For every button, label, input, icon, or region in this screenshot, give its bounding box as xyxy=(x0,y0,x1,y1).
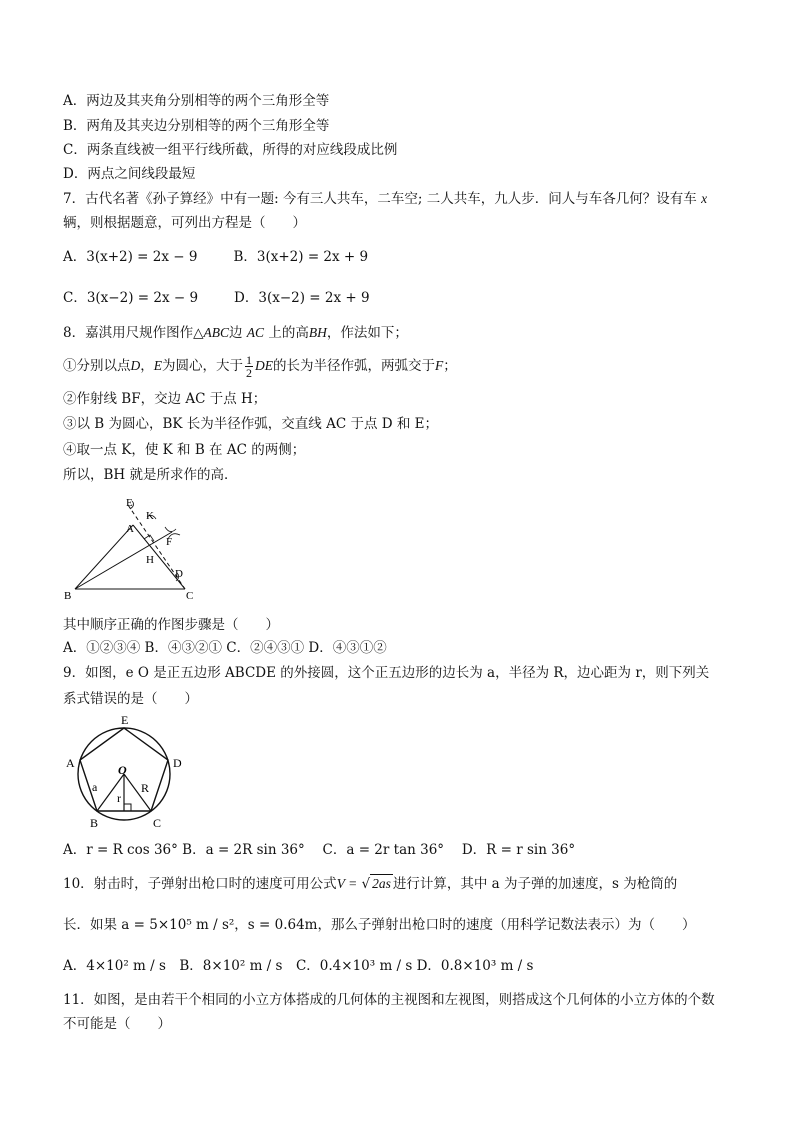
q8-step1-part: 为圆心，大于 xyxy=(162,358,243,374)
q8-step2: ②作射线 BF，交边 AC 于点 H； xyxy=(63,391,267,407)
q7-stem-text: 7．古代名著《孙子算经》中有一题: 今有三人共车，二车空; 二人共车，九人步．问人与车各几何？设有车 xyxy=(63,191,697,207)
label-o: O xyxy=(118,763,127,777)
q9-stem-line1: 9．如图，e O 是正五边形 ABCDE 的外接圆，这个正五边形的边长为 a，半径为 R，边心距为 r，则下列关 xyxy=(63,665,710,681)
q10-stem-line1: 10．射击时，子弹射出枪口时的速度可用公式V = √ 2as 进行计算，其中 a 为子弹的加速度，s 为枪筒的 xyxy=(63,876,678,892)
q8-step1-part: ①分别以点 xyxy=(63,358,131,374)
q7-options-row1 xyxy=(63,248,368,266)
q6-option-c: C．两条直线被一组平行线所截，所得的对应线段成比例 xyxy=(63,142,398,158)
q8-question: 其中顺序正确的作图步骤是（ ） xyxy=(63,617,279,633)
q8-stem-part: 上的高 xyxy=(268,325,309,341)
label-k: K xyxy=(146,510,154,522)
q8-step1 xyxy=(63,354,457,379)
line-ba xyxy=(75,525,133,589)
q8-half-den: 2 xyxy=(246,366,252,380)
q8-stem-part: 8．嘉淇用尺规作图作△ xyxy=(63,325,204,341)
right-angle-mark xyxy=(124,804,131,811)
q6-option-b: B．两角及其夹边分别相等的两个三角形全等 xyxy=(63,118,330,134)
label-f: F xyxy=(166,536,173,548)
label-e: E xyxy=(126,497,133,509)
q8-step1-f: F xyxy=(435,358,444,373)
q8-step3: ③以 B 为圆心，BK 长为半径作弧，交直线 AC 于点 D 和 E； xyxy=(63,416,439,432)
q10-stem-part: 10．射击时，子弹射出枪口时的速度可用公式 xyxy=(63,876,337,892)
q9-options: A．r = R cos 36° B．a = 2R sin 36° C．a = 2r tan 36° D．R = r sin 36° xyxy=(63,842,576,858)
q7-option-a: A．3(x+2) = 2x − 9 xyxy=(63,249,198,265)
label-b: B xyxy=(64,590,72,602)
label-e: E xyxy=(121,713,129,727)
q8-step1-d: D xyxy=(130,358,141,373)
label-c: C xyxy=(186,590,194,602)
q8-stem-part: ，作法如下； xyxy=(326,325,408,341)
label-a-side: a xyxy=(92,780,98,794)
q8-step1-part: 的长为半径作弧，两弧交于 xyxy=(273,358,435,374)
q7-option-d: D．3(x−2) = 2x + 9 xyxy=(234,290,370,306)
label-a: A xyxy=(66,756,75,770)
q10-formula-radicand: 2as xyxy=(372,876,391,891)
label-r-small: r xyxy=(117,791,121,805)
q7-stem-line2: 辆，则根据题意，可列出方程是（ ） xyxy=(63,215,306,231)
label-d: D xyxy=(175,568,183,580)
q10-stem-part: 进行计算，其中 a 为子弹的加速度，s 为枪筒的 xyxy=(392,876,678,892)
q8-step1-part: ， xyxy=(140,358,154,374)
q8-half-num: 1 xyxy=(246,353,252,367)
q7-variable: x xyxy=(701,191,708,206)
q7-option-c: C．3(x−2) = 2x − 9 xyxy=(63,290,199,306)
q11-stem-line1: 11．如图，是由若干个相同的小立方体搭成的几何体的主视图和左视图，则搭成这个几何体的小立方体的个数 xyxy=(63,992,715,1008)
q8-conclusion: 所以，BH 就是所求作的高． xyxy=(63,467,238,483)
label-h: H xyxy=(146,554,154,566)
label-b: B xyxy=(90,816,99,830)
q10-stem-line2: 长．如果 a = 5×10⁵ m / s²，s = 0.64m，那么子弹射出枪口时的速度（用科学记数法表示）为（ ） xyxy=(63,917,696,933)
q9-stem-line2: 系式错误的是（ ） xyxy=(63,691,198,707)
label-a: A xyxy=(126,523,134,535)
q8-ac: AC xyxy=(246,325,265,340)
q7-options-row2 xyxy=(63,289,370,307)
label-d: D xyxy=(173,756,182,770)
q7-option-b: B．3(x+2) = 2x + 9 xyxy=(233,249,369,265)
q10-formula-v: V = xyxy=(336,876,358,891)
q8-half-fraction xyxy=(245,354,253,379)
q8-abc: ABC xyxy=(203,325,229,340)
q10-options: A．4×10² m / s B．8×10² m / s C．0.4×10³ m / s D．0.8×10³ m / s xyxy=(63,958,534,974)
q8-step4: ④取一点 K，使 K 和 B 在 AC 的两侧； xyxy=(63,442,306,458)
q8-construction-figure xyxy=(60,495,210,605)
arc-f1 xyxy=(165,527,176,532)
q8-stem-part: 边 xyxy=(228,325,243,341)
q8-options: A．①②③④ B．④③②① C．②④③① D．④③①② xyxy=(63,640,387,656)
q8-step1-de: DE xyxy=(255,358,273,373)
label-c: C xyxy=(153,816,162,830)
q7-stem-line1 xyxy=(63,190,707,208)
q9-pentagon-figure xyxy=(62,712,192,834)
q11-stem-line2: 不可能是（ ） xyxy=(63,1016,171,1032)
label-r-radius: R xyxy=(141,781,150,795)
q8-bh: BH xyxy=(308,325,327,340)
ray-bf xyxy=(75,532,172,589)
q8-step1-e: E xyxy=(153,358,162,373)
q6-option-a: A．两边及其夹角分别相等的两个三角形全等 xyxy=(63,93,330,109)
q6-option-d: D．两点之间线段最短 xyxy=(63,166,196,182)
q8-step1-part: ； xyxy=(443,358,457,374)
q8-stem xyxy=(63,324,408,342)
